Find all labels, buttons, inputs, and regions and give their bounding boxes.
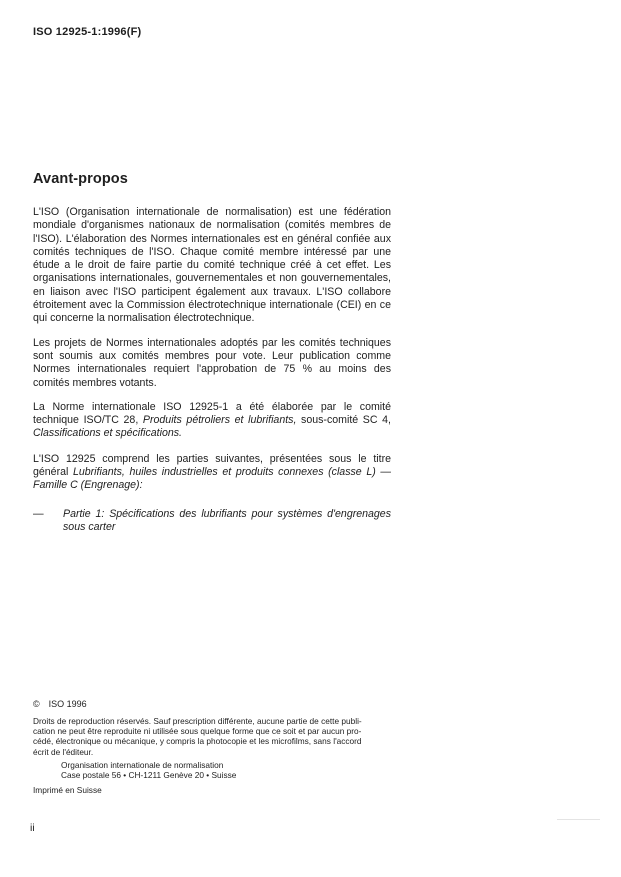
paragraph-voting-rule: Les projets de Normes internationales adoptés par les comités techniques sont soumis aux comités membres pour vote. Leur publication comme Normes internationales requiert l'approbation de 75 % au moins des comités membres votants.	[33, 336, 391, 389]
copyright-icon: ©	[33, 699, 40, 709]
copyright-line	[33, 699, 397, 709]
notice-line: Droits de reproduction réservés. Sauf prescription différente, aucune partie de cette publi-	[33, 716, 362, 726]
paragraph-committee	[33, 401, 391, 441]
subcommittee-title-italic: Classifications et spécifications.	[33, 427, 182, 440]
page-number: ii	[30, 822, 35, 834]
reproduction-notice	[33, 716, 397, 757]
printed-in-line: Imprimé en Suisse	[33, 785, 102, 795]
section-title: Avant-propos	[33, 171, 128, 187]
paragraph-series-text: L'ISO 12925 comprend les parties suivantes, présentées sous le titre général	[33, 452, 391, 479]
copyright-block	[33, 699, 397, 795]
committee-title-italic: Produits pétroliers et lubrifiants,	[142, 414, 297, 427]
paragraph-series-title	[33, 453, 391, 493]
paragraph-committee-text-1: La Norme internationale ISO 12925-1 a été élaborée par le comité technique ISO/TC 28,	[33, 400, 391, 427]
address-line: Organisation internationale de normalisation	[61, 759, 224, 770]
paragraph-committee-text-2: sous-comité SC 4,	[296, 414, 391, 427]
notice-line: cédé, électronique ou mécanique, y compris la photocopie et les microfilms, sans l'accord	[33, 736, 362, 747]
paragraph-iso-description: L'ISO (Organisation internationale de normalisation) est une fédération mondiale d'organismes nationaux de normalisation (comités membres de l'ISO). L'élaboration des Normes internationales est en général confiée aux comités techniques de l'ISO. Chaque comité membre intéressé par une étude a le droit de faire partie du comité technique créé à cet effet. Les organisations internationales, gouvernementales et non gouvernementales, en liaison avec l'ISO participent également aux travaux. L'ISO collabore étroitement avec la Commission électrotechnique internationale (CEI) en ce qui concerne la normalisation électrotechnique.	[33, 206, 391, 325]
part1-title-italic: Partie 1: Spécifications des lubrifiants pour systèmes d'engrenages sous carter	[63, 507, 391, 533]
dash-bullet: —	[33, 507, 44, 520]
foreword-section	[33, 171, 391, 534]
notice-line: cation ne peut être reproduite ni utilisée sous quelque forme que ce soit et par aucun pro-	[33, 726, 362, 737]
scan-artifact-line	[557, 819, 600, 820]
address-line: Case postale 56 • CH-1211 Genève 20 • Suisse	[61, 770, 237, 781]
notice-line: écrit de l'éditeur.	[33, 746, 94, 757]
publisher-address	[33, 760, 397, 781]
document-reference-header: ISO 12925-1:1996(F)	[33, 26, 142, 38]
list-item-part1	[33, 508, 391, 535]
series-general-title-italic: Lubrifiants, huiles industrielles et produits connexes (classe L) — Famille C (Engrenage):	[33, 466, 391, 492]
copyright-year: ISO 1996	[48, 699, 87, 709]
